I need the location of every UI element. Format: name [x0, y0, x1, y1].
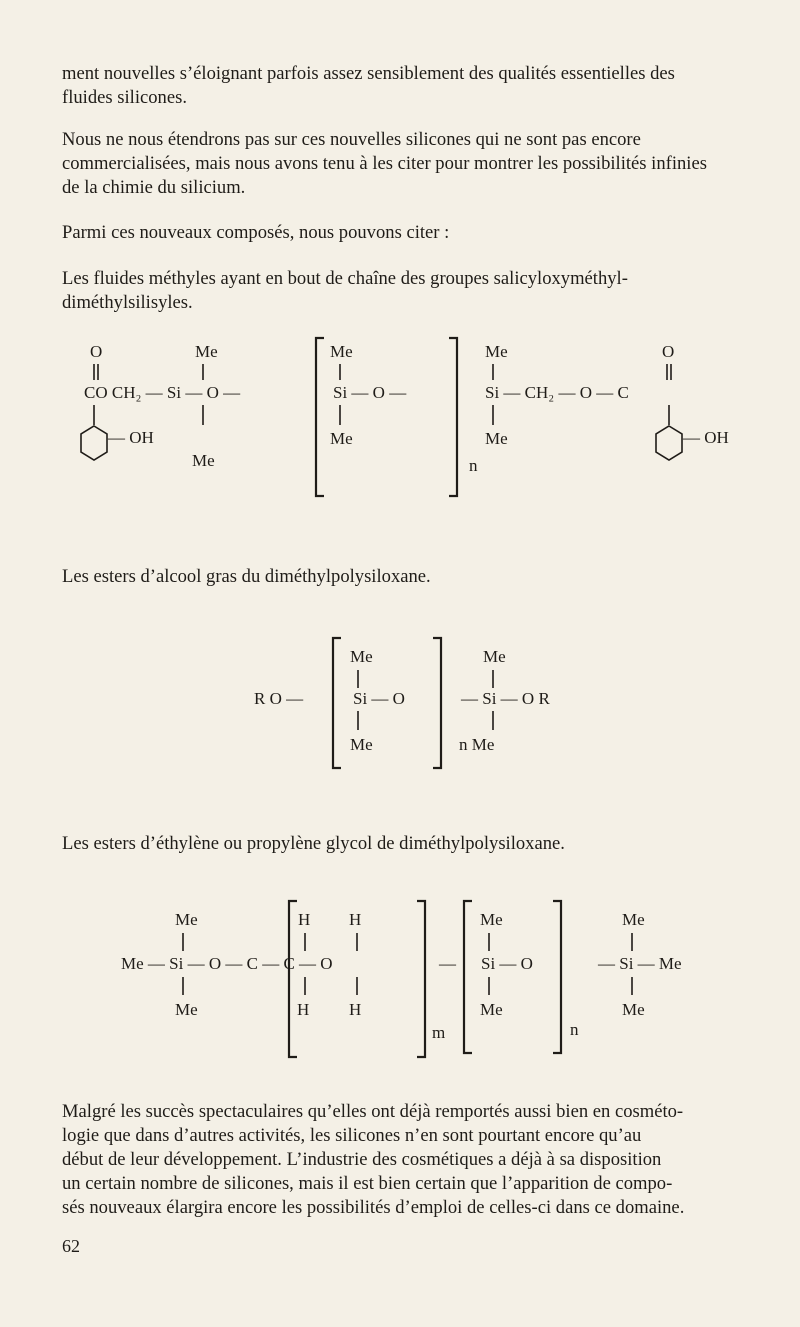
- formula-atom: Me: [480, 1000, 503, 1019]
- paragraph-3: [62, 221, 777, 245]
- text-line: logie que dans d’autres activités, les silicones n’en sont pourtant encore qu’au: [62, 1125, 642, 1146]
- text-line: Parmi ces nouveaux composés, nous pouvons citer :: [62, 222, 450, 243]
- formula-atom: Me: [330, 429, 353, 448]
- paragraph-5: [62, 565, 777, 589]
- formula-atom: Me: [350, 735, 373, 754]
- formula-atom: Me: [192, 451, 215, 470]
- formula-atom: Me: [330, 342, 353, 361]
- text-line: sés nouveaux élargira encore les possibilités d’emploi de celles-ci dans ce domaine.: [62, 1197, 685, 1218]
- formula-atom: Me: [622, 1000, 645, 1019]
- formula-chain: Si — O: [481, 954, 533, 973]
- formula-chain: Si — CH₂ — O — C: [485, 383, 629, 402]
- bracket-left-m: [289, 901, 297, 1057]
- text-line: de la chimie du silicium.: [62, 177, 246, 198]
- formula-atom: Me: [195, 342, 218, 361]
- formula-atom: Me: [622, 910, 645, 929]
- formula-glycol-ester: [0, 895, 800, 1065]
- formula-atom: Me: [480, 910, 503, 929]
- formula-atom: Me: [175, 1000, 198, 1019]
- formula-salicyloxymethyl: [0, 330, 800, 510]
- bracket-right: [449, 338, 457, 496]
- text-line: début de leur développement. L’industrie des cosmétiques a déjà à sa disposition: [62, 1149, 662, 1170]
- text-line: fluides silicones.: [62, 87, 187, 108]
- text-line: un certain nombre de silicones, mais il est bien certain que l’apparition de compo-: [62, 1173, 673, 1194]
- formula-chain: Me — Si — O — C — C — O: [121, 954, 333, 973]
- benzene-ring-right: [656, 426, 682, 460]
- subscript-n: n: [469, 456, 478, 475]
- formula-atom: Me: [485, 429, 508, 448]
- subscript-n: n: [570, 1020, 579, 1039]
- benzene-ring-left: [81, 426, 107, 460]
- formula-chain: Si — O —: [333, 383, 407, 402]
- formula-group: — OH: [683, 428, 729, 447]
- formula-atom: Me: [483, 647, 506, 666]
- text-line: Les esters d’éthylène ou propylène glycol de diméthylpolysiloxane.: [62, 833, 565, 854]
- formula-chain: —: [439, 954, 456, 973]
- formula-group: — OH: [108, 428, 154, 447]
- formula-atom: H: [297, 1000, 310, 1019]
- bracket-left-n: [464, 901, 472, 1053]
- formula-atom: Me: [175, 910, 198, 929]
- formula-atom: H: [349, 910, 362, 929]
- formula-atom: Me: [350, 647, 373, 666]
- paragraph-1: [62, 62, 777, 110]
- formula-atom: H: [349, 1000, 362, 1019]
- formula-chain: — Si — Me: [598, 954, 682, 973]
- text-line: Malgré les succès spectaculaires qu’elles ont déjà remportés aussi bien en cosméto-: [62, 1101, 684, 1122]
- formula-atom: H: [298, 910, 311, 929]
- paragraph-4: [62, 267, 777, 315]
- paragraph-7: [62, 1100, 777, 1220]
- text-line: Les fluides méthyles ayant en bout de chaîne des groupes salicyloxyméthyl-: [62, 268, 628, 289]
- formula-atom: n Me: [459, 735, 495, 754]
- formula-chain: R O —: [254, 689, 304, 708]
- paragraph-6: [62, 832, 777, 856]
- bracket-right-m: [417, 901, 425, 1057]
- text-line: commercialisées, mais nous avons tenu à les citer pour montrer les possibilités infinies: [62, 153, 707, 174]
- formula-chain: CO CH₂ — Si — O —: [84, 383, 241, 402]
- text-line: Nous ne nous étendrons pas sur ces nouvelles silicones qui ne sont pas encore: [62, 129, 641, 150]
- formula-atom: Me: [485, 342, 508, 361]
- formula-atom: O: [90, 342, 103, 361]
- subscript-m: m: [432, 1023, 446, 1042]
- paragraph-2: [62, 128, 777, 200]
- text-line: ment nouvelles s’éloignant parfois assez sensiblement des qualités essentielles des: [62, 63, 675, 84]
- formula-atom: O: [662, 342, 675, 361]
- bracket-left: [316, 338, 324, 496]
- text-line: Les esters d’alcool gras du diméthylpolysiloxane.: [62, 566, 431, 587]
- formula-chain: — Si — O R: [461, 689, 550, 708]
- formula-chain: Si — O: [353, 689, 405, 708]
- formula-fatty-alcohol-ester: [0, 632, 800, 772]
- bracket-right-n: [553, 901, 561, 1053]
- bracket-right: [433, 638, 441, 768]
- bracket-left: [333, 638, 341, 768]
- page-number: 62: [62, 1236, 80, 1256]
- text-line: diméthylsilisyles.: [62, 292, 193, 313]
